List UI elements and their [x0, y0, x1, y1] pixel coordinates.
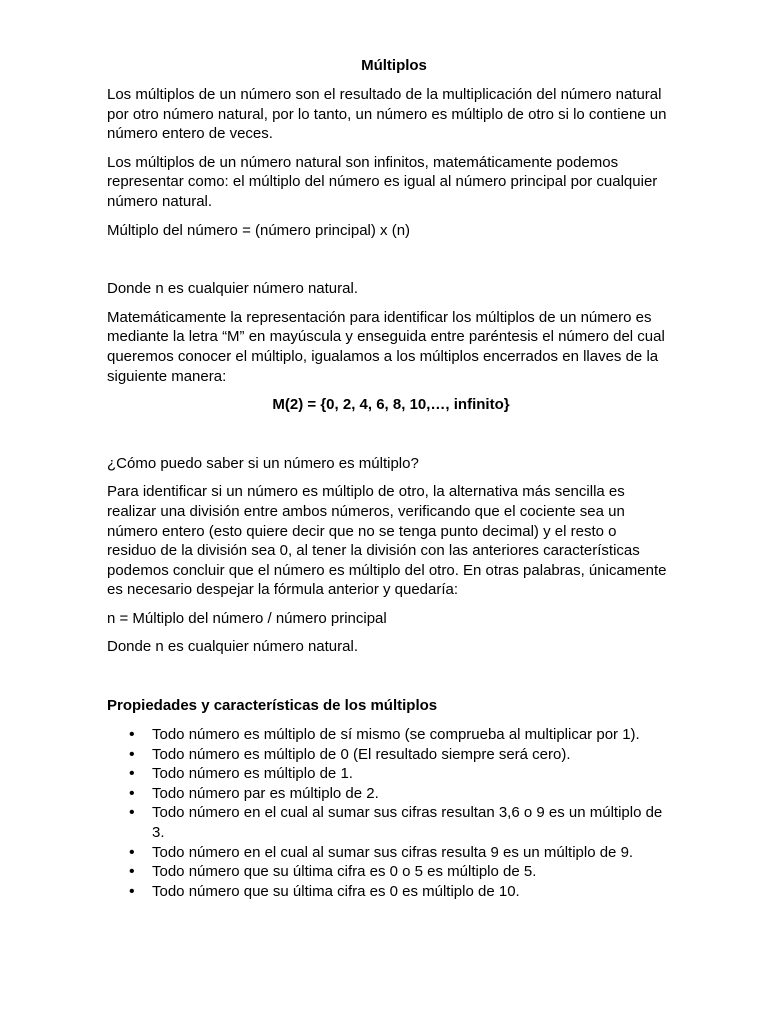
list-item: • Todo número es múltiplo de 1.: [107, 764, 667, 784]
blank-line: [107, 249, 667, 279]
properties-list: [107, 725, 667, 901]
question-heading: ¿Cómo puedo saber si un número es múltiplo?: [107, 454, 419, 472]
document-title: Múltiplos: [361, 57, 427, 74]
list-item: • Todo número es múltiplo de 0 (El resultado siempre será cero).: [107, 745, 667, 765]
formula-note: Donde n es cualquier número natural.: [107, 280, 358, 298]
representation-paragraph: Matemáticamente la representación para identificar los múltiplos de un número es mediante la letra “M” en mayúscula y enseguida entre paréntesis el número del cual queremos conocer el múltiplo, igualamos a los múltiplos encerrados en llaves de la siguiente manera:: [107, 308, 665, 385]
division-note: Donde n es cualquier número natural.: [107, 638, 358, 656]
list-item: • Todo número par es múltiplo de 2.: [107, 784, 667, 804]
division-formula: n = Múltiplo del número / número principal: [107, 609, 387, 627]
intro-paragraph-2: Los múltiplos de un número natural son infinitos, matemáticamente podemos representar como: el múltiplo del número es igual al número principal por cualquier número natural.: [107, 153, 658, 210]
list-item: • Todo número en el cual al sumar sus cifras resulta 9 es un múltiplo de 9.: [107, 843, 667, 863]
list-item: • Todo número que su última cifra es 0 o 5 es múltiplo de 5.: [107, 862, 667, 882]
list-item: • Todo número en el cual al sumar sus cifras resultan 3,6 o 9 es un múltiplo de 3.: [107, 803, 667, 842]
answer-paragraph: Para identificar si un número es múltiplo de otro, la alternativa más sencilla es realizar una división entre ambos números, verificando que el cociente sea un número entero (esto quiere decir que no se tenga punto decimal) y el resto o residuo de la división sea 0, al tener la división con las anteriores características podemos concluir que el número es múltiplo del otro. En otras palabras, únicamente es necesario despejar la fórmula anterior y quedaría:: [107, 483, 667, 599]
document-page: [107, 56, 667, 901]
intro-paragraph-1: Los múltiplos de un número son el resultado de la multiplicación del número natural por otro número natural, por lo tanto, un número es múltiplo de otro si lo contiene un número entero de veces.: [107, 86, 667, 143]
list-item: • Todo número que su última cifra es 0 es múltiplo de 10.: [107, 882, 667, 902]
example-formula: M(2) = {0, 2, 4, 6, 8, 10,…, infinito}: [272, 396, 510, 414]
blank-line: [107, 666, 667, 696]
properties-heading: Propiedades y características de los múltiplos: [107, 697, 438, 715]
list-item: • Todo número es múltiplo de sí mismo (se comprueba al multiplicar por 1).: [107, 725, 667, 745]
multiple-formula: Múltiplo del número = (número principal) x (n): [107, 221, 411, 239]
blank-line: [107, 424, 667, 454]
